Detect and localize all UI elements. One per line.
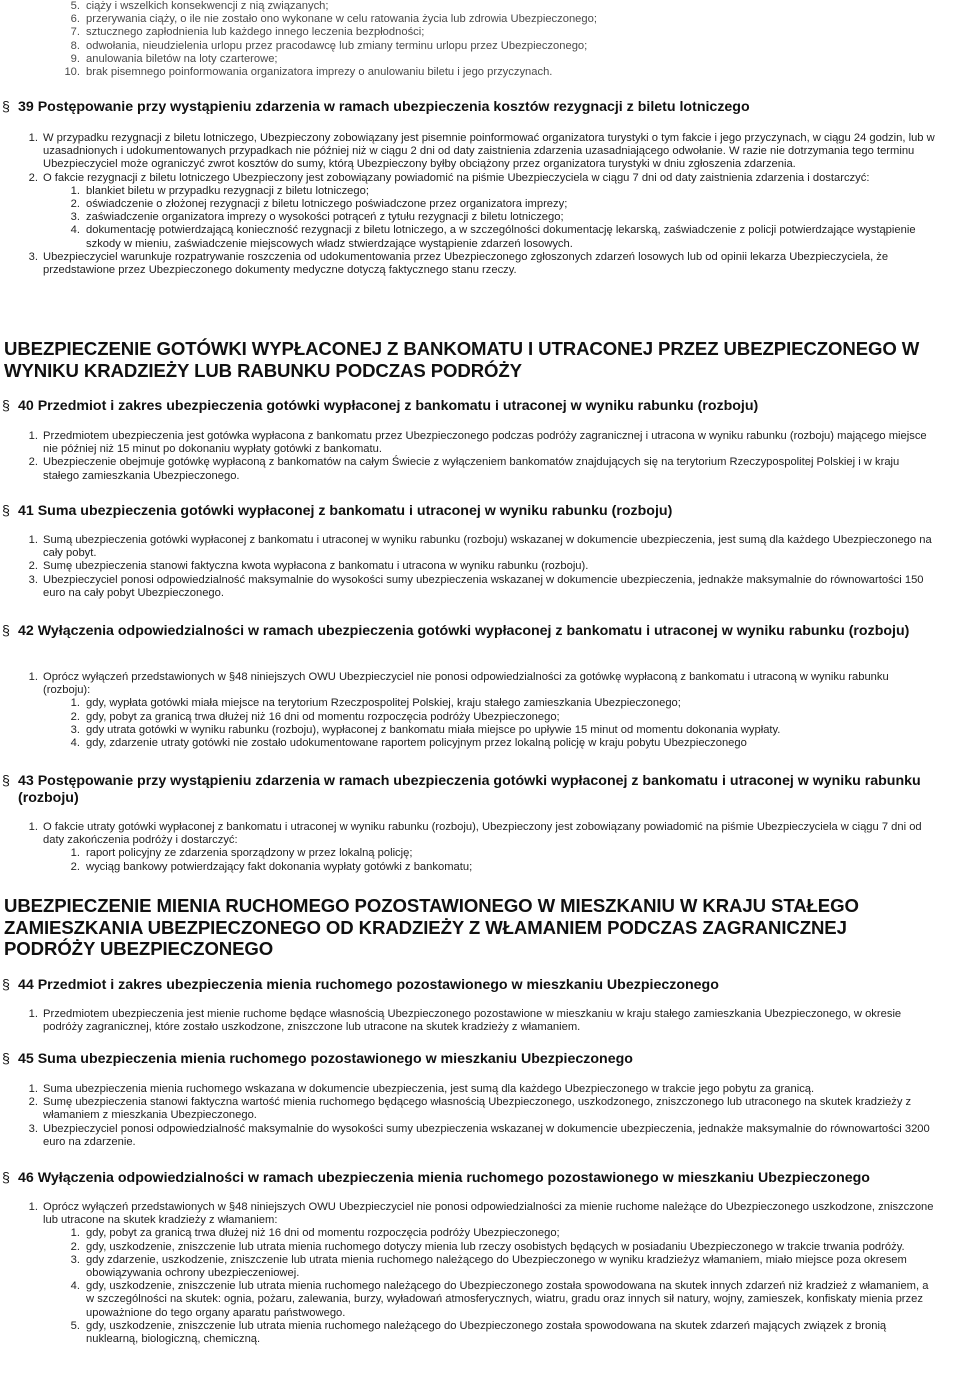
list-item bbox=[0, 456, 960, 482]
item-text: gdy, zdarzenie utraty gotówki nie zostało udokumentowane raportem policyjnym przez lokalną policję w kraju pobytu Ubezpieczonego bbox=[86, 737, 747, 750]
list-item bbox=[0, 26, 960, 39]
section-43-title: 43 Postępowanie przy wystąpieniu zdarzenia w ramach ubezpieczenia gotówki wypłaconej z bankomatu i utraconej w wyniku rabunku (rozboju) bbox=[18, 773, 921, 806]
list-item bbox=[0, 1201, 960, 1227]
paragraph-sign: § bbox=[2, 1170, 10, 1186]
item-number: 4. bbox=[70, 224, 80, 237]
list-item bbox=[0, 1008, 960, 1034]
item-text: odwołania, nieudzielenia urlopu przez pracodawcę lub zmiany terminu urlopu przez Ubezpieczonego; bbox=[86, 39, 588, 52]
section-39-list bbox=[0, 132, 960, 277]
sub-list-item bbox=[0, 185, 960, 198]
item-text: gdy, pobyt za granicą trwa dłużej niż 16 dni od momentu rozpoczęcia podróży Ubezpieczonego; bbox=[86, 1227, 560, 1240]
paragraph-sign: § bbox=[2, 503, 10, 519]
sub-list-item bbox=[0, 1320, 960, 1346]
item-number: 3. bbox=[28, 573, 38, 586]
list-item bbox=[0, 1123, 960, 1149]
list-item bbox=[0, 1083, 960, 1096]
sub-list-item bbox=[0, 861, 960, 874]
item-text: sztucznego zapłodnienia lub każdego innego leczenia bezpłodności; bbox=[86, 26, 425, 39]
item-number: 2. bbox=[28, 456, 38, 469]
item-text: Ubezpieczyciel ponosi odpowiedzialność maksymalnie do wysokości sumy ubezpieczenia wskazanej w dokumencie ubezpieczenia, jednakże maksymalnie do równowartości 3200 euro na zdarzenie. bbox=[43, 1122, 930, 1148]
paragraph-sign: § bbox=[2, 1051, 10, 1067]
sub-list-item bbox=[0, 724, 960, 737]
item-text: Suma ubezpieczenia mienia ruchomego wskazana w dokumencie ubezpieczenia, jest sumą dla każdego Ubezpieczonego w trakcie jego pobytu za granicą. bbox=[43, 1083, 815, 1095]
section-43-list bbox=[0, 821, 960, 874]
item-number: 2. bbox=[28, 171, 38, 184]
list-item bbox=[0, 251, 960, 277]
section-39-title: 39 Postępowanie przy wystąpieniu zdarzenia w ramach ubezpieczenia kosztów rezygnacji z biletu lotniczego bbox=[18, 99, 750, 115]
sub-list-item bbox=[0, 697, 960, 710]
item-number: 4. bbox=[70, 737, 80, 750]
item-text: wyciąg bankowy potwierdzający fakt dokonania wypłaty gotówki z bankomatu; bbox=[86, 860, 473, 873]
section-41-title: 41 Suma ubezpieczenia gotówki wypłaconej z bankomatu i utraconej w wyniku rabunku (rozboju) bbox=[18, 503, 673, 519]
item-text: Ubezpieczyciel warunkuje rozpatrywanie roszczenia od udokumentowania przez Ubezpieczonego zgłoszonych zdarzeń losowych lub od opinii lekarza Ubezpieczyciela, że przedstawione przez Ubezpieczonego dokumenty medyczne dotyczą faktycznego stanu rzeczy. bbox=[43, 250, 889, 277]
sub-list-item bbox=[0, 711, 960, 724]
section-46-title: 46 Wyłączenia odpowiedzialności w ramach ubezpieczenia mienia ruchomego pozostawionego w mieszkaniu Ubezpieczonego bbox=[18, 1170, 870, 1186]
item-number: 3. bbox=[70, 1253, 80, 1266]
item-number: 1. bbox=[70, 1227, 80, 1240]
list-item bbox=[0, 671, 960, 697]
item-text: gdy, uszkodzenie, zniszczenie lub utrata mienia ruchomego dotyczy mienia lub rzeczy osobistych będących w posiadaniu Ubezpieczonego w trakcie trwania podróży. bbox=[86, 1240, 905, 1253]
list-item bbox=[0, 560, 960, 573]
exclusions-list-continued bbox=[0, 0, 960, 79]
sub-list-item bbox=[0, 1241, 960, 1254]
list-item bbox=[0, 40, 960, 53]
item-number: 3. bbox=[70, 723, 80, 736]
item-number: 9. bbox=[70, 52, 80, 65]
item-text: blankiet biletu w przypadku rezygnacji z biletu lotniczego; bbox=[86, 184, 369, 197]
section-43-heading bbox=[0, 773, 960, 807]
section-41-heading bbox=[0, 503, 960, 520]
section-44-heading bbox=[0, 977, 960, 994]
section-42-title: 42 Wyłączenia odpowiedzialności w ramach ubezpieczenia gotówki wypłaconej z bankomatu i utraconej w wyniku rabunku (rozboju) bbox=[18, 623, 910, 639]
list-item bbox=[0, 132, 960, 172]
item-text: Oprócz wyłączeń przedstawionych w §48 niniejszych OWU Ubezpieczyciel nie ponosi odpowiedzialności za mienie ruchome należące do Ubezpieczonego uszkodzone, zniszczone lub utracone na skutek kradzieży z włamaniem: bbox=[43, 1201, 934, 1227]
item-number: 2. bbox=[70, 710, 80, 723]
item-number: 6. bbox=[70, 13, 80, 26]
item-text: Sumę ubezpieczenia stanowi faktyczna wartość mienia ruchomego będącego własnością Ubezpieczonego, uszkodzonego, zniszczonego lub utraconego na skutek kradzieży z włamaniem z mieszkania Ubezpieczonego. bbox=[43, 1096, 912, 1122]
item-number: 2. bbox=[70, 860, 80, 873]
heading-property-insurance: UBEZPIECZENIE MIENIA RUCHOMEGO POZOSTAWIONEGO W MIESZKANIU W KRAJU STAŁEGO ZAMIESZKANIA UBEZPIECZONEGO OD KRADZIEŻY Z WŁAMANIEM PODCZAS ZAGRANICZNEJ PODRÓŻY UBEZPIECZONEGO bbox=[4, 895, 859, 959]
item-number: 5. bbox=[70, 1319, 80, 1332]
item-number: 1. bbox=[70, 184, 80, 197]
paragraph-sign: § bbox=[2, 623, 10, 639]
item-text: Ubezpieczenie obejmuje gotówkę wypłaconą z bankomatów na całym Świecie z wyłączeniem bankomatów znajdujących się na terytorium Rzeczypospolitej Polskiej i w kraju stałego zamieszkania Ubezpieczonego. bbox=[43, 456, 900, 482]
sub-list-item bbox=[0, 224, 960, 250]
item-number: 3. bbox=[70, 211, 80, 224]
item-number: 1. bbox=[70, 697, 80, 710]
item-text: gdy, uszkodzenie, zniszczenie lub utrata mienia ruchomego należącego do Ubezpieczonego została spowodowana na skutek innych zdarzeń niż kradzież z włamaniem, a w szczególności na skutek: ognia, pożaru, zalewania, burzy, wyładowań atmosferycznych, wiatru, gradu oraz innych sił natury, wojny, zamieszek, konfiskaty mienia przez upoważnione do tego organy aparatu państwowego. bbox=[86, 1280, 929, 1319]
section-42-list bbox=[0, 671, 960, 750]
item-text: gdy, wypłata gotówki miała miejsce na terytorium Rzeczpospolitej Polskiej, kraju stałego zamieszkania Ubezpieczonego; bbox=[86, 697, 681, 710]
item-text: anulowania biletów na loty czarterowe; bbox=[86, 52, 278, 65]
sub-list-item bbox=[0, 1227, 960, 1240]
item-text: O fakcie utraty gotówki wypłaconej z bankomatu i utraconej w wyniku rabunku (rozboju), Ubezpieczony jest zobowiązany powiadomić na piśmie Ubezpieczyciela w ciągu 7 dni od daty zakończenia podróży i dostarczyć: bbox=[43, 821, 922, 847]
item-number: 2. bbox=[28, 1096, 38, 1109]
item-number: 1. bbox=[28, 1083, 38, 1095]
paragraph-sign: § bbox=[2, 99, 10, 115]
item-text: gdy zdarzenie, uszkodzenie, zniszczenie lub utrata mienia ruchomego należącego do Ubezpieczonego w wyniku kradzieżyz włamaniem, miało miejsce poza okresem obowiązywania ochrony ubezpieczeniowej. bbox=[86, 1253, 907, 1280]
list-item bbox=[0, 13, 960, 26]
sub-list-item bbox=[0, 847, 960, 860]
item-text: raport policyjny ze zdarzenia sporządzony w przez lokalną policję; bbox=[86, 847, 413, 860]
section-39-heading bbox=[0, 99, 960, 116]
item-number: 3. bbox=[28, 250, 38, 263]
list-item bbox=[0, 821, 960, 847]
sub-list-item bbox=[0, 737, 960, 750]
item-text: przerywania ciąży, o ile nie zostało ono wykonane w celu ratowania życia lub zdrowia Ubezpieczonego; bbox=[86, 13, 597, 26]
item-text: gdy, uszkodzenie, zniszczenie lub utrata mienia ruchomego należącego do Ubezpieczonego została spowodowana na skutek zdarzeń mających związek z bronią nuklearną, biologiczną, chemiczną. bbox=[86, 1319, 887, 1346]
section-45-title: 45 Suma ubezpieczenia mienia ruchomego pozostawionego w mieszkaniu Ubezpieczonego bbox=[18, 1051, 633, 1067]
item-number: 8. bbox=[70, 39, 80, 52]
list-item bbox=[0, 53, 960, 66]
sub-list-item bbox=[0, 211, 960, 224]
paragraph-sign: § bbox=[2, 977, 10, 993]
section-42-heading bbox=[0, 623, 960, 640]
item-text: Oprócz wyłączeń przedstawionych w §48 niniejszych OWU Ubezpieczyciel nie ponosi odpowiedzialności za gotówkę wypłaconą z bankomatu i utraconą w wyniku rabunku (rozboju): bbox=[43, 671, 889, 697]
item-text: W przypadku rezygnacji z biletu lotniczego, Ubezpieczony zobowiązany jest pisemnie poinformować organizatora turystyki o tym fakcie i jego przyczynach, w ciągu 24 godzin, lub w uzasadnionych i udokumentowanych przypadkach nie później niż w ciągu 2 dni od daty zaistnienia zdarzenia uzasadniającego odwołanie. W razie nie dotrzymania tego terminu Ubezpieczyciel może ograniczyć zwrot kosztów do sumy, którą Ubezpieczony byłby obciążony przez organizatora turystyki w dniu zgłoszenia zdarzenia. bbox=[43, 132, 935, 171]
section-45-list bbox=[0, 1083, 960, 1149]
item-text: Przedmiotem ubezpieczenia jest gotówka wypłacona z bankomatu przez Ubezpieczonego podczas podróży zagranicznej i utracona w wyniku rabunku (rozboju) mającego miejsce nie później niż 15 minut po dokonaniu wypłaty gotówki z bankomatu. bbox=[43, 430, 927, 456]
item-number: 1. bbox=[70, 847, 80, 860]
item-number: 1. bbox=[28, 132, 38, 144]
section-41-list bbox=[0, 534, 960, 600]
list-item bbox=[0, 534, 960, 560]
item-number: 1. bbox=[28, 671, 38, 683]
list-item bbox=[0, 574, 960, 600]
paragraph-sign: § bbox=[2, 773, 10, 789]
item-text: oświadczenie o złożonej rezygnacji z biletu lotniczego poświadczone przez organizatora imprezy; bbox=[86, 198, 568, 211]
item-number: 2. bbox=[28, 560, 38, 573]
list-item bbox=[0, 430, 960, 456]
item-number: 2. bbox=[70, 1240, 80, 1253]
list-item bbox=[0, 66, 960, 79]
item-number: 3. bbox=[28, 1122, 38, 1135]
heading-cash-insurance: UBEZPIECZENIE GOTÓWKI WYPŁACONEJ Z BANKOMATU I UTRACONEJ PRZEZ UBEZPIECZONEGO W WYNIKU KRADZIEŻY LUB RABUNKU PODCZAS PODRÓŻY bbox=[4, 338, 920, 381]
item-text: Sumą ubezpieczenia gotówki wypłaconej z bankomatu i utraconej w wyniku rabunku (rozboju) wskazanej w dokumencie ubezpieczenia, jest sumą dla każdego Ubezpieczonego na cały pobyt. bbox=[43, 534, 932, 560]
item-number: 7. bbox=[70, 26, 80, 39]
section-44-list bbox=[0, 1008, 960, 1034]
item-number: 2. bbox=[70, 198, 80, 211]
sub-list-item bbox=[0, 1254, 960, 1280]
section-40-title: 40 Przedmiot i zakres ubezpieczenia gotówki wypłaconej z bankomatu i utraconej w wyniku rabunku (rozboju) bbox=[18, 398, 759, 414]
item-text: Ubezpieczyciel ponosi odpowiedzialność maksymalnie do wysokości sumy ubezpieczenia wskazanej w dokumencie ubezpieczenia, jednakże maksymalnie do równowartości 150 euro na cały pobyt Ubezpieczonego. bbox=[43, 573, 924, 599]
item-number: 1. bbox=[28, 534, 38, 546]
paragraph-sign: § bbox=[2, 398, 10, 414]
item-number: 10. bbox=[64, 66, 80, 79]
section-45-heading bbox=[0, 1051, 960, 1068]
item-text: gdy utrata gotówki w wyniku rabunku (rozboju), wypłaconej z bankomatu miała miejsce po upływie 15 minut od momentu dokonania wypłaty. bbox=[86, 723, 781, 736]
section-44-title: 44 Przedmiot i zakres ubezpieczenia mienia ruchomego pozostawionego w mieszkaniu Ubezpieczonego bbox=[18, 977, 719, 993]
item-number: 1. bbox=[28, 821, 38, 833]
section-46-list bbox=[0, 1201, 960, 1346]
item-text: O fakcie rezygnacji z biletu lotniczego Ubezpieczony jest zobowiązany powiadomić na piśmie Ubezpieczyciela w ciągu 7 dni od daty zaistnienia zdarzenia i dostarczyć: bbox=[43, 171, 870, 184]
list-item bbox=[0, 172, 960, 185]
item-number: 1. bbox=[28, 1008, 38, 1020]
section-40-heading bbox=[0, 398, 960, 415]
item-text: Przedmiotem ubezpieczenia jest mienie ruchome będące własnością Ubezpieczonego pozostawione w mieszkaniu w kraju stałego zamieszkania Ubezpieczonego, w okresie podróży zagranicznej, które zostało uszkodzone, zniszczone lub utracone na skutek kradzieży z włamaniem. bbox=[43, 1008, 902, 1034]
list-item bbox=[0, 1096, 960, 1122]
section-46-heading bbox=[0, 1170, 960, 1187]
item-number: 1. bbox=[28, 430, 38, 442]
item-text: zaświadczenie organizatora imprezy o wysokości potrąceń z tytułu rezygnacji z biletu lotniczego; bbox=[86, 211, 564, 224]
item-text: ciąży i wszelkich konsekwencji z nią związanych; bbox=[86, 0, 329, 12]
item-text: dokumentację potwierdzającą konieczność rezygnacji z biletu lotniczego, a w szczególności dokumentację lekarską, zaświadczenie z policji potwierdzające wystąpienie szkody w mieniu, zaświadczenie miejscowych władz stwierdzające wystąpienie zdarzeń losowych. bbox=[86, 224, 916, 250]
item-number: 4. bbox=[70, 1280, 80, 1293]
sub-list-item bbox=[0, 1280, 960, 1320]
sub-list-item bbox=[0, 198, 960, 211]
list-item bbox=[0, 0, 960, 13]
item-text: gdy, pobyt za granicą trwa dłużej niż 16 dni od momentu rozpoczęcia podróży Ubezpieczonego; bbox=[86, 710, 560, 723]
section-40-list bbox=[0, 430, 960, 483]
item-number: 5. bbox=[70, 0, 80, 12]
item-text: Sumę ubezpieczenia stanowi faktyczna kwota wypłacona z bankomatu i utracona w wyniku rabunku (rozboju). bbox=[43, 560, 589, 573]
item-number: 1. bbox=[28, 1201, 38, 1213]
item-text: brak pisemnego poinformowania organizatora imprezy o anulowaniu biletu i jego przyczynach. bbox=[86, 66, 553, 79]
